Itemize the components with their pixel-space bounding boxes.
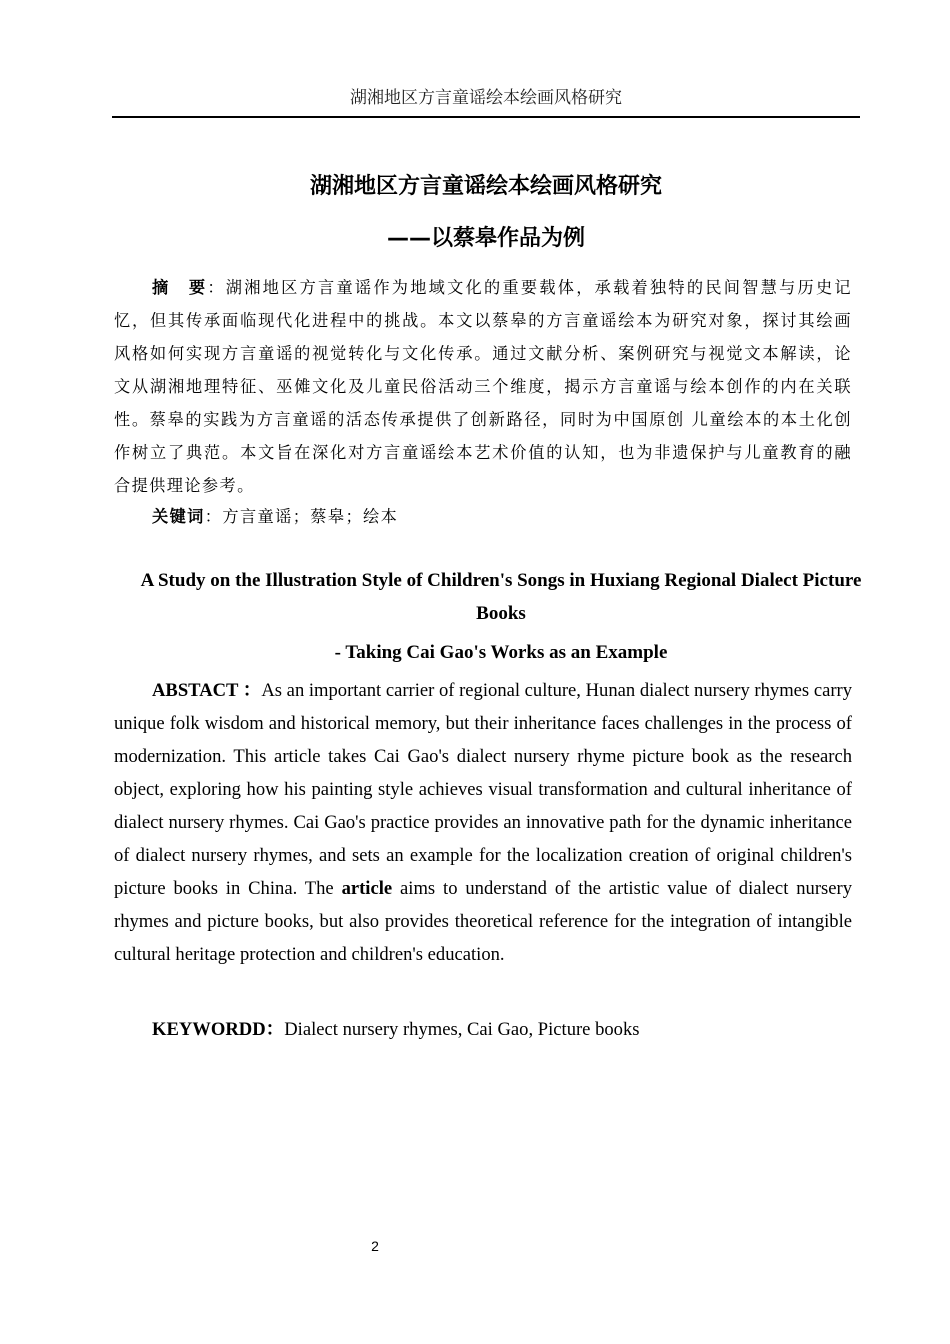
english-keywords <box>152 1015 640 1045</box>
chinese-keywords-text: 方言童谣；蔡皋；绘本 <box>222 507 399 526</box>
chinese-abstract-label: 摘 要 <box>152 278 208 297</box>
chinese-subtitle: ——以蔡皋作品为例 <box>386 226 585 251</box>
chinese-abstract <box>114 271 852 502</box>
chinese-title: 湖湘地区方言童谣绘本绘画风格研究 <box>309 174 662 199</box>
english-keywords-text: Dialect nursery rhymes, Cai Gao, Picture books <box>284 1019 640 1040</box>
english-abstract-label: ABSTACT <box>152 680 239 701</box>
english-subtitle: - Taking Cai Gao's Works as an Example <box>334 642 668 663</box>
english-keywords-separator: ： <box>265 1019 285 1040</box>
english-abstract-separator: ： <box>238 680 262 701</box>
chinese-keywords-label: 关键词 <box>152 507 205 526</box>
chinese-abstract-text: 湖湘地区方言童谣作为地域文化的重要载体，承载着独特的民间智慧与历史记忆，但其传承面临现代化进程中的挑战。本文以蔡皋的方言童谣绘本为研究对象，探讨其绘画风格如何实现方言童谣的视觉转化与文化传承。通过文献分析、案例研究与视觉文本解读，论文从湖湘地理特征、巫傩文化及儿童民俗活动三个维度，揭示方言童谣与绘本创作的内在关联性。蔡皋的实践为方言童谣的活态传承提供了创新路径，同时为中国原创 儿童绘本的本土化创作树立了典范。本文旨在深化对方言童谣绘本艺术价值的认知，也为非遗保护与儿童教育的融合提供理论参考。 <box>114 278 853 495</box>
chinese-keywords-separator: ： <box>204 507 223 526</box>
chinese-keywords <box>152 502 398 532</box>
english-keywords-label: KEYWORDD <box>152 1019 266 1040</box>
english-title: A Study on the Illustration Style of Children's Songs in Huxiang Regional Dialect Picture Books <box>140 570 862 624</box>
english-abstract-bold-word: article <box>341 878 393 899</box>
running-header: 湖湘地区方言童谣绘本绘画风格研究 <box>350 88 622 108</box>
chinese-abstract-separator: ： <box>207 278 226 297</box>
header-divider <box>112 116 860 118</box>
english-abstract <box>114 674 852 971</box>
english-abstract-text-part1: As an important carrier of regional culture, Hunan dialect nursery rhymes carry unique folk wisdom and historical memory, but their inheritance faces challenges in the process of modernization. This article takes Cai Gao's dialect nursery rhyme picture book as the research object, exploring how his painting style achieves visual transformation and cultural inheritance of dialect nursery rhymes. Cai Gao's practice provides an innovative path for the dynamic inheritance of dialect nursery rhymes, and sets an example for the localization creation of original children's picture books in China. The <box>114 680 853 899</box>
page-number: 2 <box>371 1238 379 1254</box>
english-abstract-text-part2: aims to understand of the artistic value of dialect nursery rhymes and picture books, but also provides theoretical reference for the integration of intangible cultural heritage protection and children's education. <box>114 878 852 965</box>
